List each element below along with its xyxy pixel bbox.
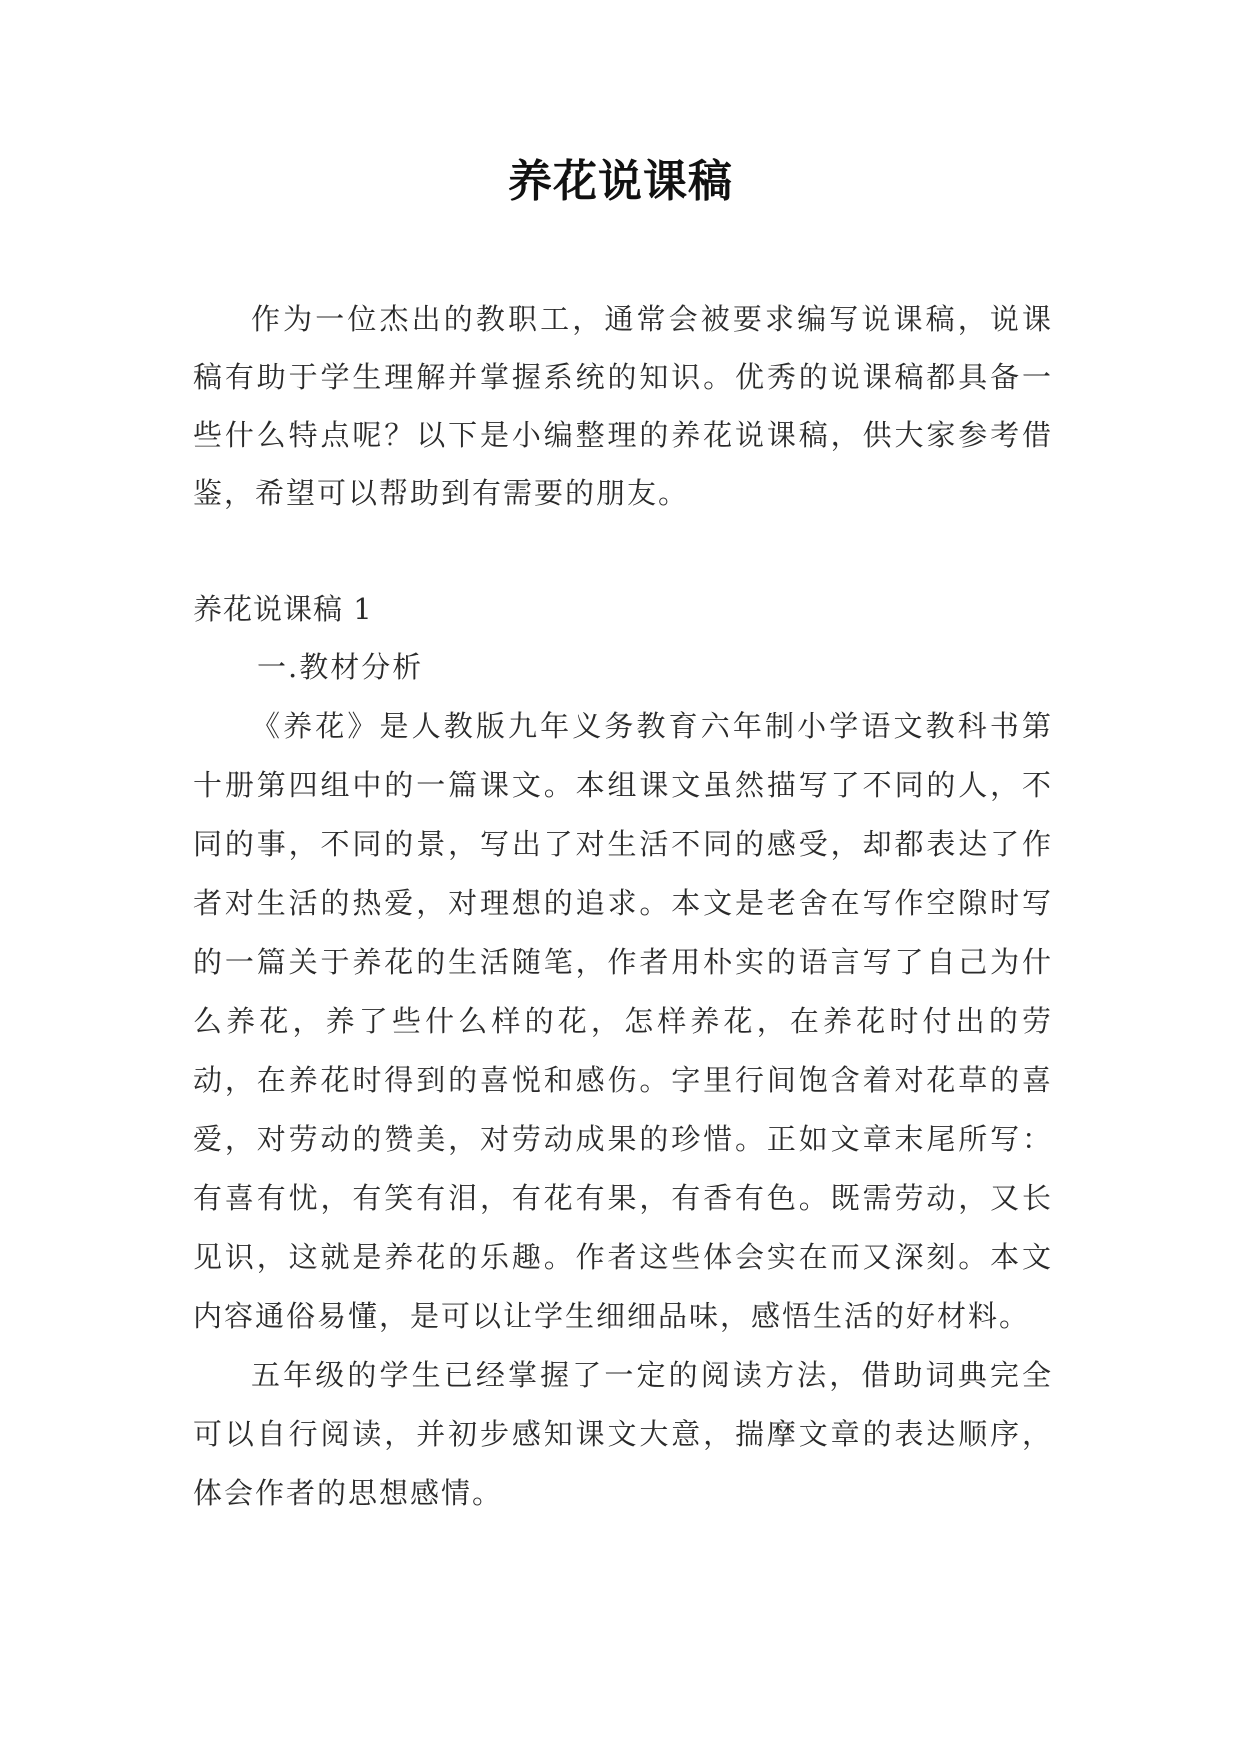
intro-paragraph: 作为一位杰出的教职工，通常会被要求编写说课稿，说课稿有助于学生理解并掌握系统的知识。优秀的说课稿都具备一些什么特点呢？以下是小编整理的养花说课稿，供大家参考借鉴，希望可以帮助到有需要的朋友。 [193,302,1053,510]
body-paragraph: 《养花》是人教版九年义务教育六年制小学语文教科书第十册第四组中的一篇课文。本组课文虽然描写了不同的人，不同的事，不同的景，写出了对生活不同的感受，却都表达了作者对生活的热爱，对理想的追求。本文是老舍在写作空隙时写的一篇关于养花的生活随笔，作者用朴实的语言写了自己为什么养花，养了些什么样的花，怎样养花，在养花时付出的劳动，在养花时得到的喜悦和感伤。字里行间饱含着对花草的喜爱，对劳动的赞美，对劳动成果的珍惜。正如文章末尾所写：有喜有忧，有笑有泪，有花有果，有香有色。既需劳动，又长见识，这就是养花的乐趣。作者这些体会实在而又深刻。本文内容通俗易懂，是可以让学生细细品味，感悟生活的好材料。 [193,709,1053,1333]
subheading-material-analysis: 一.教材分析 [257,650,424,684]
body-paragraph: 五年级的学生已经掌握了一定的阅读方法，借助词典完全可以自行阅读，并初步感知课文大意，揣摩文章的表达顺序，体会作者的思想感情。 [193,1358,1053,1510]
document-title: 养花说课稿 [508,156,733,207]
section-title: 养花说课稿 1 [193,592,373,626]
analysis-block [193,697,1053,1523]
intro-block [193,290,1053,522]
